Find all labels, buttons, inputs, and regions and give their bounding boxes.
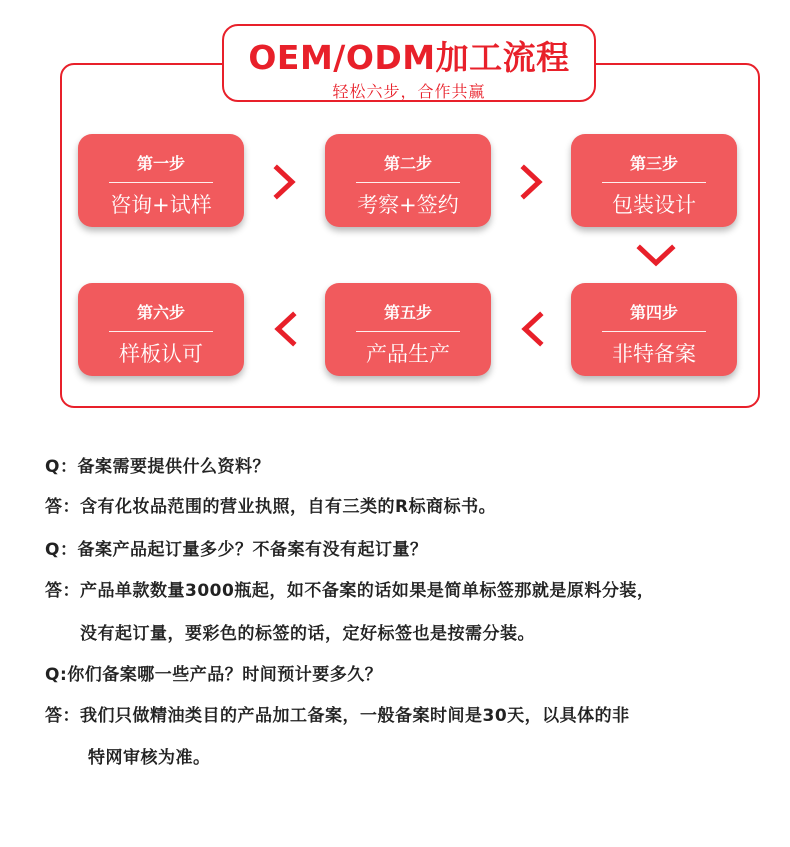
step-name: 样板认可: [119, 342, 203, 366]
faq-answer-continued: [88, 743, 211, 768]
faq-text: 备案需要提供什么资料？: [77, 457, 270, 477]
step-name: 产品生产: [366, 342, 450, 366]
faq-prefix: Q：: [45, 457, 78, 477]
faq-prefix: 答：: [45, 497, 80, 517]
faq-prefix: 答：: [45, 581, 80, 601]
step-label: 第四步: [629, 303, 678, 322]
chevron-right-icon: [272, 164, 298, 200]
faq-question: [45, 660, 382, 685]
step-label: 第五步: [383, 303, 432, 322]
chevron-left-icon: [519, 311, 545, 347]
faq-prefix: Q:: [45, 665, 68, 685]
step-label: 第二步: [383, 154, 432, 173]
step-card-6: [78, 283, 244, 376]
chevron-left-icon: [272, 311, 298, 347]
step-name: 非特备案: [612, 342, 696, 366]
step-name: 咨询+试样: [110, 193, 212, 217]
faq-question: [45, 535, 427, 560]
step-name: 包装设计: [612, 193, 696, 217]
faq-text: 含有化妆品范围的营业执照，自有三类的R标商标书。: [80, 497, 497, 517]
title-box: [222, 24, 596, 102]
faq-answer-continued: [80, 619, 535, 644]
step-card-4: [571, 283, 737, 376]
faq-answer: [45, 492, 496, 517]
step-name: 考察+签约: [357, 193, 459, 217]
faq-question: [45, 452, 270, 477]
step-card-2: [325, 134, 491, 227]
faq-prefix: Q：: [45, 540, 78, 560]
faq-text: 备案产品起订量多少？不备案有没有起订量？: [77, 540, 428, 560]
step-divider: [356, 331, 460, 332]
step-card-1: [78, 134, 244, 227]
faq-text: 特网审核为准。: [88, 748, 211, 768]
step-card-5: [325, 283, 491, 376]
faq-prefix: 答：: [45, 706, 80, 726]
chevron-right-icon: [519, 164, 545, 200]
step-divider: [602, 182, 706, 183]
faq-text: 我们只做精油类目的产品加工备案，一般备案时间是30天，以具体的非: [80, 706, 630, 726]
chevron-down-icon: [636, 243, 676, 269]
faq-text: 产品单款数量3000瓶起，如不备案的话如果是简单标签那就是原料分装，: [80, 581, 655, 601]
step-divider: [109, 331, 213, 332]
step-label: 第一步: [136, 154, 185, 173]
faq-answer: [45, 576, 654, 601]
step-card-3: [571, 134, 737, 227]
page-subtitle: 轻松六步，合作共赢: [332, 82, 486, 101]
step-label: 第六步: [136, 303, 185, 322]
page-title: OEM/ODM加工流程: [248, 38, 570, 77]
step-divider: [602, 331, 706, 332]
faq-text: 没有起订量，要彩色的标签的话，定好标签也是按需分装。: [80, 624, 535, 644]
faq-text: 你们备案哪一些产品？时间预计要多久？: [67, 665, 383, 685]
step-divider: [356, 182, 460, 183]
faq-answer: [45, 701, 630, 726]
step-label: 第三步: [629, 154, 678, 173]
step-divider: [109, 182, 213, 183]
